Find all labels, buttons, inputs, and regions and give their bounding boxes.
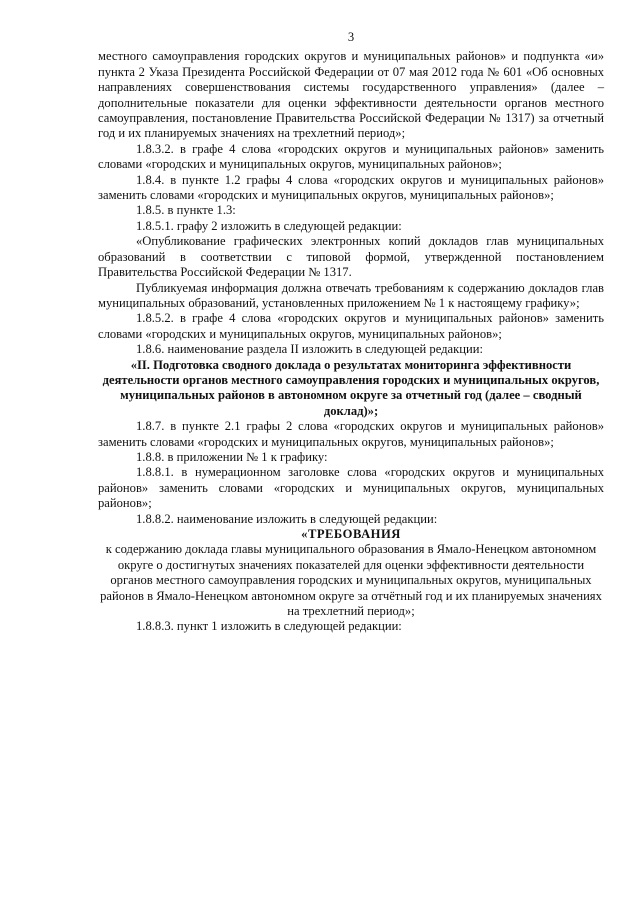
paragraph-1-8-8-1: 1.8.8.1. в нумерационном заголовке слова «городских округов и муниципальных районов» заменить словами «городских и муниципальных округов, муниципальных районов»; xyxy=(98,465,604,511)
paragraph-1-8-6: 1.8.6. наименование раздела II изложить в следующей редакции: xyxy=(136,342,483,357)
paragraph-published-info: Публикуемая информация должна отвечать требованиям к содержанию докладов глав муниципальных образований, установленных приложением № 1 к настоящему графику»; xyxy=(98,280,604,310)
paragraph-1-8-3-2: 1.8.3.2. в графе 4 слова «городских округов и муниципальных районов» заменить словами «городских и муниципальных округов, муниципальных районов»; xyxy=(98,141,604,172)
paragraph-1-8-8: 1.8.8. в приложении № 1 к графику: xyxy=(136,449,328,464)
paragraph-1-8-4: 1.8.4. в пункте 1.2 графы 4 слова «городских округов и муниципальных районов» заменить словами «городских и муниципальных округов, муниципальных районов»; xyxy=(98,172,604,203)
section-ii-heading: «II. Подготовка сводного доклада о результатах мониторинга эффективности деятельности органов местного самоуправления городских и муниципальных округов, муниципальных районов в автономном округе за отчетный год (далее – сводный доклад)»; xyxy=(102,357,600,418)
page-number: 3 xyxy=(347,30,355,44)
paragraph-1-8-8-2: 1.8.8.2. наименование изложить в следующей редакции: xyxy=(136,511,438,526)
requirements-title: «ТРЕБОВАНИЯ xyxy=(301,527,401,541)
paragraph-1-8-5: 1.8.5. в пункте 1.3: xyxy=(136,203,236,218)
paragraph-1-8-5-1: 1.8.5.1. графу 2 изложить в следующей редакции: xyxy=(136,218,402,233)
paragraph-1-8-8-3: 1.8.8.3. пункт 1 изложить в следующей редакции: xyxy=(136,619,402,634)
document-page xyxy=(98,30,604,635)
paragraph-publication-quote: «Опубликование графических электронных копий докладов глав муниципальных образований в соответствии с типовой формой, утвержденной постановлением Правительства Российской Федерации № 1317. xyxy=(98,234,604,280)
paragraph-intro-continuation: местного самоуправления городских округов и муниципальных районов» и подпункта «и» пункта 2 Указа Президента Российской Федерации от 07 мая 2012 года № 601 «Об основных направлениях совершенствования системы государственного управления» (далее – дополнительные показатели для оценки эффективности деятельности органов местного самоуправления, постановление Правительства Российской Федерации № 1317) за отчетный год и их планируемых значениях на трехлетний период»; xyxy=(98,49,604,141)
requirements-subtitle: к содержанию доклада главы муниципального образования в Ямало-Ненецком автономном округе о достигнутых значениях показателей для оценки эффективности деятельности органов местного самоуправления городских и муниципальных округов, муниципальных районов в Ямало-Ненецком автономном округе за отчётный год и их планируемых значениях на трехлетний период»; xyxy=(100,542,602,619)
paragraph-1-8-5-2: 1.8.5.2. в графе 4 слова «городских округов и муниципальных районов» заменить словами «городских и муниципальных округов, муниципальных районов»; xyxy=(98,311,604,341)
paragraph-1-8-7: 1.8.7. в пункте 2.1 графы 2 слова «городских округов и муниципальных районов» заменить словами «городских и муниципальных округов, муниципальных районов»; xyxy=(98,419,604,449)
